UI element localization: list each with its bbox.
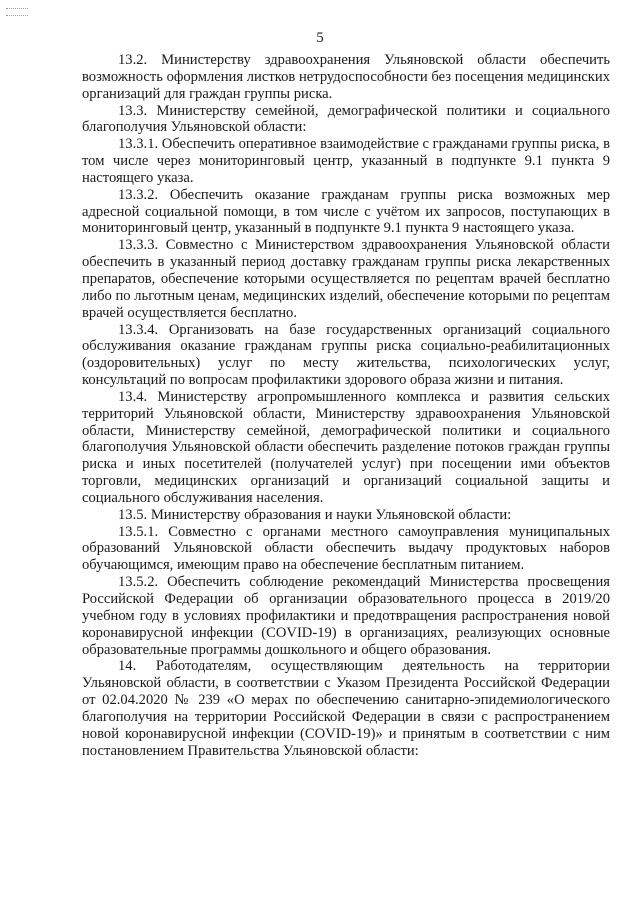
- page-number: 5: [316, 30, 324, 46]
- paragraph-14: 14. Работодателям, осуществляющим деятельность на территории Ульяновской области, в соответствии с Указом Президента Российской Федерации от 02.04.2020 № 239 «О мерах по обеспечению санитарно-эпидемиологического благополучия на территории Российской Федерации в связи с распространением новой коронавирусной инфекции (COVID-19)» и принятым в соответствии с ним постановлением Правительства Ульяновской области:: [82, 658, 610, 759]
- paragraph-13-5-1: 13.5.1. Совместно с органами местного самоуправления муниципальных образований Ульяновской области обеспечить выдачу продуктовых наборов обучающимся, имеющим право на обеспечение бесплатным питанием.: [82, 523, 610, 574]
- paragraph-13-5: 13.5. Министерству образования и науки Ульяновской области:: [118, 506, 512, 523]
- paragraph-13-3-2: 13.3.2. Обеспечить оказание гражданам группы риска возможных мер адресной социальной помощи, в том числе с учётом их запросов, поступающих в мониторинговый центр, указанный в подпункте 9.1 пункта 9 настоящего указа.: [82, 186, 610, 237]
- paragraph-13-5-2: 13.5.2. Обеспечить соблюдение рекомендаций Министерства просвещения Российской Федерации об организации образовательного процесса в 2019/20 учебном году в условиях профилактики и предотвращения распространения новой коронавирусной инфекции (COVID-19) в организациях, реализующих основные образовательные программы дошкольного и общего образования.: [82, 574, 610, 658]
- paragraph-13-3-1: 13.3.1. Обеспечить оперативное взаимодействие с гражданами группы риска, в том числе через мониторинговый центр, указанный в подпункте 9.1 пункта 9 настоящего указа.: [82, 136, 610, 186]
- paragraph-13-3-4: 13.3.4. Организовать на базе государственных организаций социального обслуживания оказание гражданам группы риска социально-реабилитационных (оздоровительных) услуг по месту жительства, психологических услуг, консультаций по вопросам профилактики здорового образа жизни и питания.: [82, 321, 610, 389]
- paragraph-13-3: 13.3. Министерству семейной, демографической политики и социального благополучия Ульяновской области:: [82, 102, 610, 136]
- paragraph-13-2: 13.2. Министерству здравоохранения Ульяновской области обеспечить возможность оформления листков нетрудоспособности без посещения медицинских организаций для граждан группы риска.: [82, 52, 610, 102]
- document-body: [82, 52, 610, 759]
- paragraph-13-4: 13.4. Министерству агропромышленного комплекса и развития сельских территорий Ульяновской области, Министерству здравоохранения Ульяновской области, Министерству семейной, демографической политики и социального благополучия Ульяновской области обеспечить разделение потоков граждан группы риска и иных посетителей (получателей услуг) при посещении ими объектов торговли, медицинских организаций и организаций социальной защиты и социального обслуживания населения.: [82, 388, 610, 506]
- paragraph-13-3-3: 13.3.3. Совместно с Министерством здравоохранения Ульяновской области обеспечить в указанный период доставку гражданам группы риска лекарственных препаратов, обеспечение которыми осуществляется по рецептам врачей бесплатно либо по льготным ценам, медицинских изделий, обеспечение которыми по рецептам врачей осуществляется бесплатно.: [82, 237, 610, 321]
- scan-corner-mark: [6, 8, 28, 16]
